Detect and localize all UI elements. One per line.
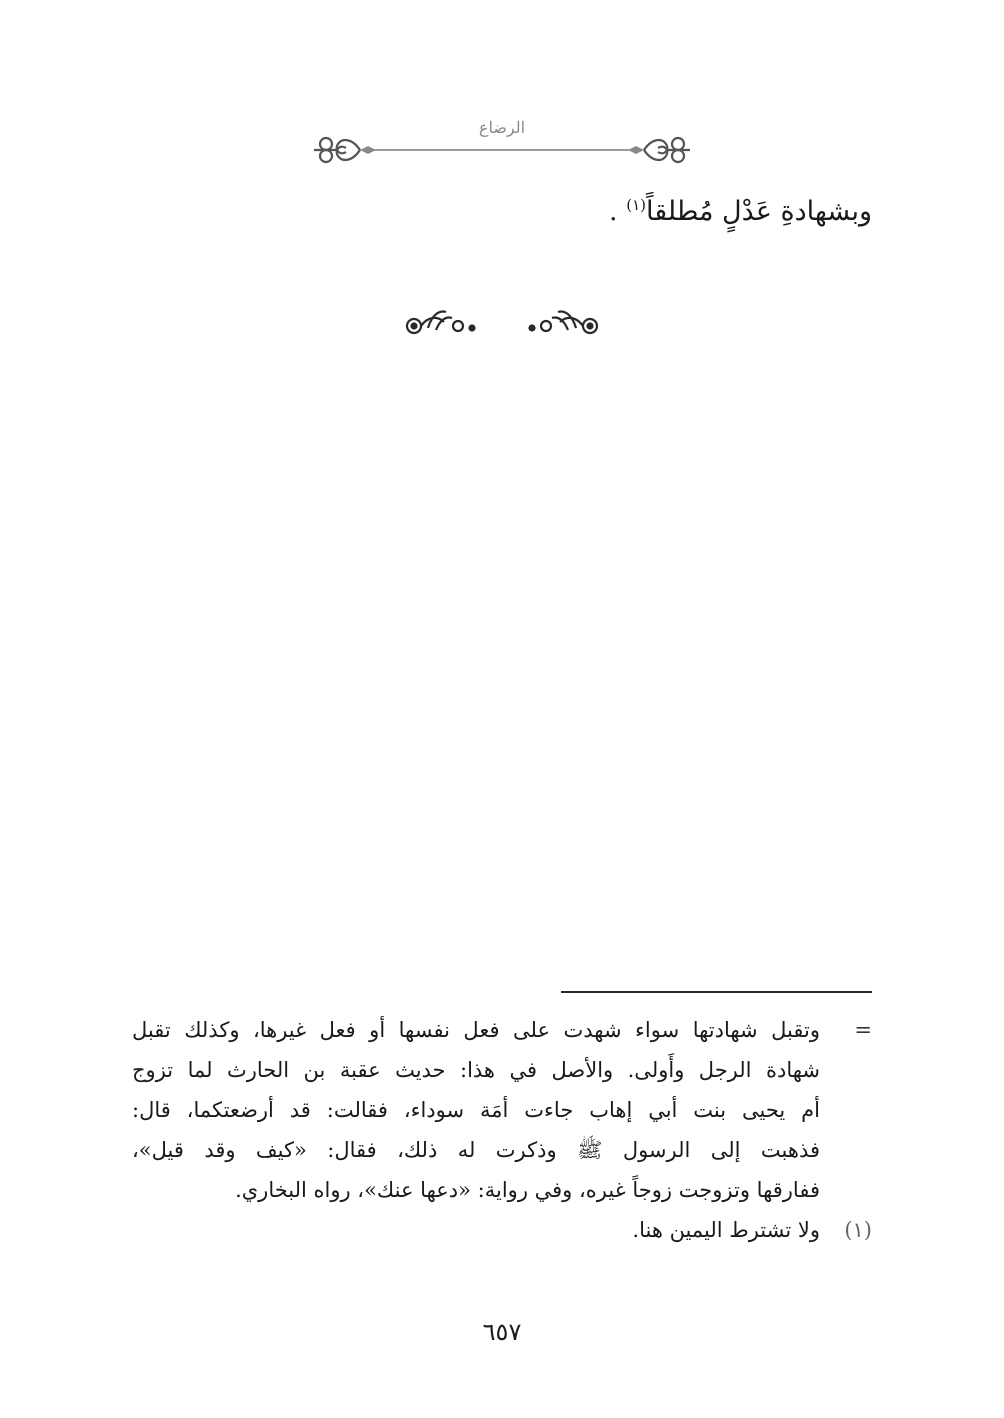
- footnote-line: شهادة الرجل وأَولى. والأصل في هذا: حديث عقبة بن الحارث لما تزوج: [132, 1058, 820, 1082]
- footnote-continuation: [132, 1010, 872, 1210]
- footnote-line: فذهبت إلى الرسول ﷺ وذكرت له ذلك، فقال: «كيف وقد قيل»،: [132, 1138, 820, 1162]
- footnote-line: وتقبل شهادتها سواء شهدت على فعل نفسها أو فعل غيرها، وكذلك تقبل: [132, 1018, 820, 1042]
- continuation-body: [132, 1010, 820, 1210]
- right-flourish-icon: [644, 138, 690, 162]
- header-ornament-line: [310, 130, 694, 170]
- footnotes-block: [132, 1010, 872, 1250]
- footnote-line: أم يحيى بنت أبي إهاب جاءت أمَة سوداء، فقالت: قد أرضعتكما، قال:: [132, 1098, 820, 1122]
- page-number: ٦٥٧: [482, 1318, 522, 1346]
- header-title: الرضاع: [478, 118, 526, 137]
- footnote-1: [132, 1210, 872, 1250]
- footnote-separator: [561, 991, 872, 993]
- main-text-end: .: [609, 196, 618, 227]
- footnote-1-marker: (١): [844, 1218, 872, 1242]
- left-flourish-icon: [314, 138, 360, 162]
- continuation-marker: =: [854, 1018, 872, 1042]
- footnote-reference: (١): [626, 196, 647, 214]
- section-end-ornament-icon: [400, 306, 604, 346]
- main-text: وبشهادةِ عَدْلٍ مُطلقاً: [646, 196, 872, 227]
- main-text-line: [609, 196, 872, 227]
- footnote-1-body: [132, 1210, 820, 1250]
- running-header: [310, 112, 694, 172]
- footnote-line: ففارقها وتزوجت زوجاً غيره، وفي رواية: «دعها عنك»، رواه البخاري.: [235, 1178, 820, 1202]
- footnote-1-text: ولا تشترط اليمين هنا.: [632, 1218, 820, 1242]
